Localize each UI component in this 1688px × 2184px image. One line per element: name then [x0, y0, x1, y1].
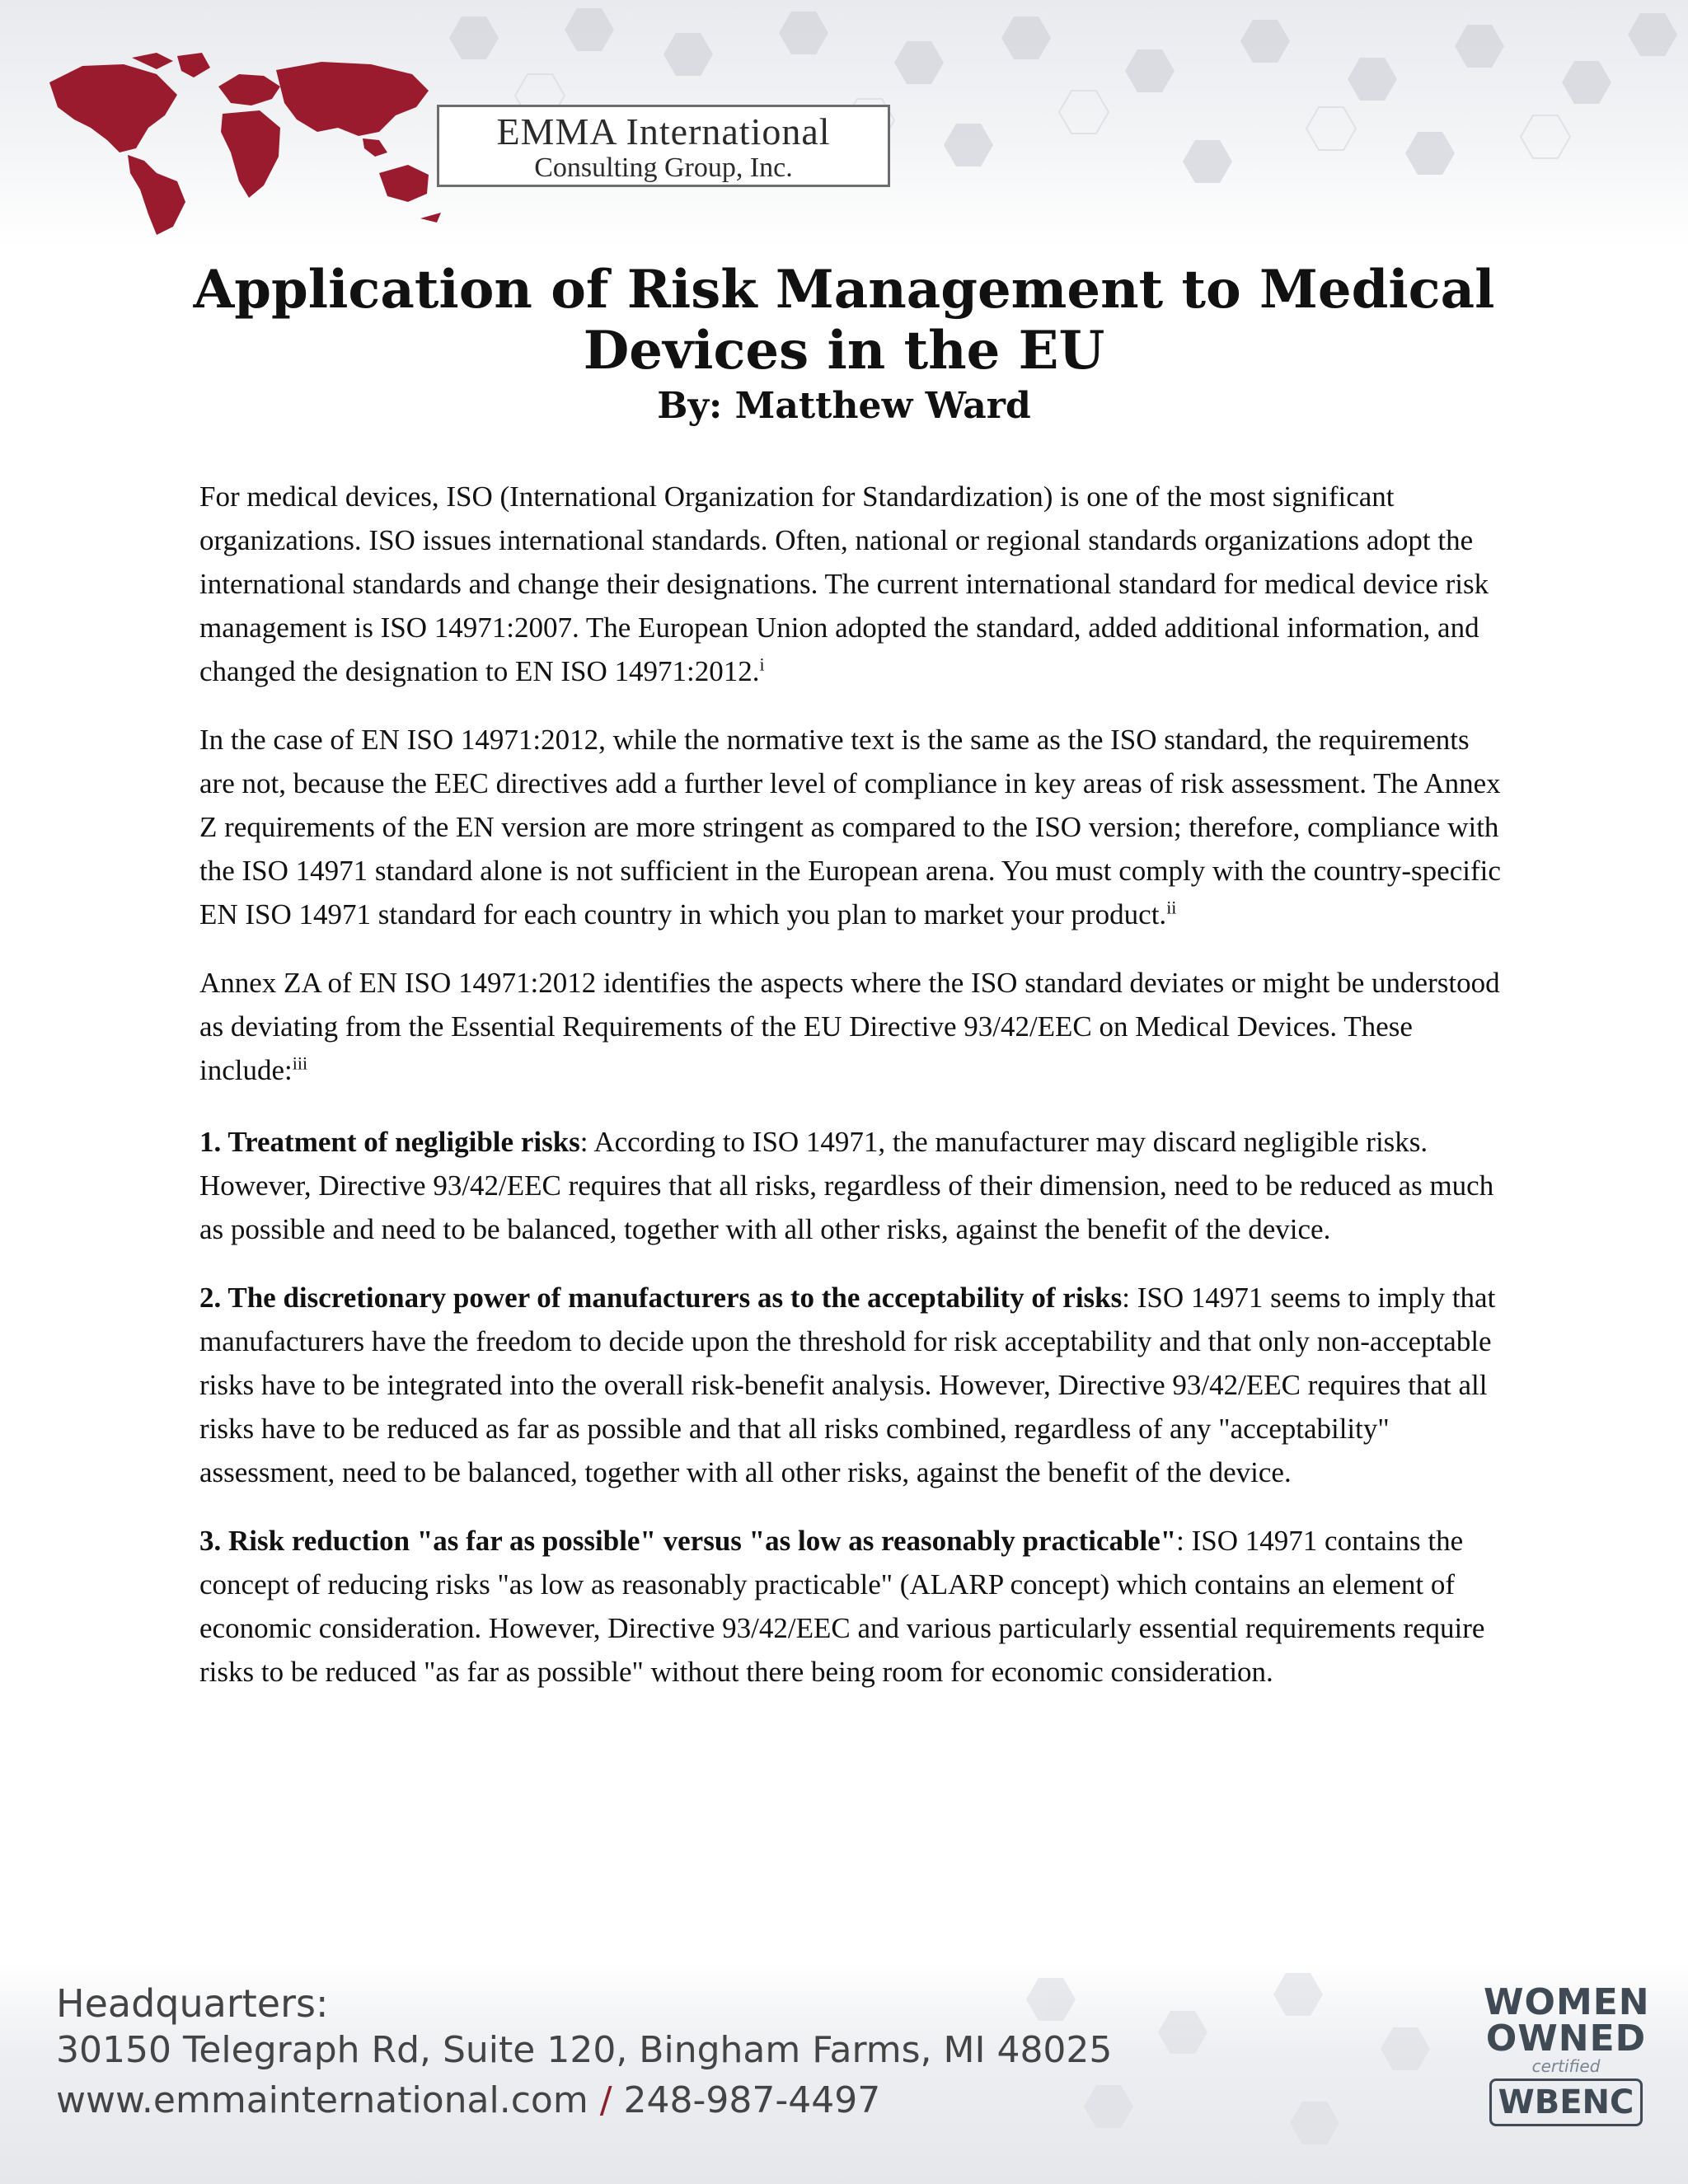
logo-company-name: EMMA International: [496, 110, 831, 152]
title-line-1: Application of Risk Management to Medical: [193, 259, 1495, 321]
company-logo: [437, 105, 890, 187]
document-title: [132, 260, 1556, 382]
list-item-text: : According to ISO 14971, the manufacturer may discard negligible risks. However, Directive 93/42/EEC requires that all risks, regardless of their dimension, need to be reduced as much as possible and need to be balanced, together with all other risks, against the benefit of the device.: [199, 1126, 1494, 1245]
badge-certified-text: certified: [1531, 2056, 1601, 2076]
paragraph-intro-text: For medical devices, ISO (International Organization for Standardization) is one of the most significant organizations. ISO issues international standards. Often, national or regional standards organizations adopt the international standards and change their designations. The current international standard for medical device risk management is ISO 14971:2007. The European Union adopted the standard, added additional information, and changed the designation to EN ISO 14971:2012.: [199, 480, 1489, 687]
list-item-text: : ISO 14971 seems to imply that manufacturers have the freedom to decide upon the threshold for risk acceptability and that only non-acceptable risks have to be integrated into the overall risk-benefit analysis. However, Directive 93/42/EEC requires that all risks have to be reduced as far as possible and that all risks combined, regardless of any "acceptability" assessment, need to be balanced, together with all other risks, against the benefit of the device.: [199, 1282, 1496, 1488]
headquarters-label: Headquarters:: [56, 1981, 329, 2026]
website-link[interactable]: www.emmainternational.com: [56, 2079, 588, 2121]
list-item-heading: 2. The discretionary power of manufacturers as to the acceptability of risks: [199, 1282, 1123, 1314]
paragraph-intro: [199, 475, 1502, 693]
endnote-ref-ii: ii: [1166, 897, 1177, 918]
list-item: [199, 1519, 1502, 1694]
contact-separator: /: [588, 2079, 624, 2121]
badge-owned-text: OWNED: [1485, 2018, 1647, 2060]
badge-wbenc-text: WBENC: [1489, 2079, 1643, 2126]
paragraph-annex-za-text: Annex ZA of EN ISO 14971:2012 identifies the aspects where the ISO standard deviates or might be understood as deviating from the Essential Requirements of the EU Directive 93/42/EEC on Medical Devices. These include:: [199, 967, 1500, 1086]
contact-line: [56, 2079, 880, 2121]
badge-women-text: WOMEN: [1484, 1981, 1650, 2023]
wbenc-badge: [1484, 1981, 1650, 2149]
logo-company-subtitle: Consulting Group, Inc.: [534, 152, 793, 183]
list-item: [199, 1276, 1502, 1494]
endnote-ref-iii: iii: [292, 1052, 308, 1074]
endnote-ref-i: i: [759, 654, 765, 675]
list-item: [199, 1120, 1502, 1251]
headquarters-address: 30150 Telegraph Rd, Suite 120, Bingham Farms, MI 48025: [56, 2029, 1113, 2071]
world-map-logo: [33, 49, 445, 239]
phone-number: 248-987-4497: [623, 2079, 881, 2121]
paragraph-en-iso-text: In the case of EN ISO 14971:2012, while the normative text is the same as the ISO standard, the requirements are not, because the EEC directives add a further level of compliance in key areas of risk assessment. The Annex Z requirements of the EN version are more stringent as compared to the ISO version; therefore, compliance with the ISO 14971 standard alone is not sufficient in the European arena. You must comply with the country-specific EN ISO 14971 standard for each country in which you plan to market your product.: [199, 724, 1501, 930]
list-item-heading: 3. Risk reduction "as far as possible" versus "as low as reasonably practicable": [199, 1525, 1177, 1557]
title-line-2: Devices in the EU: [583, 320, 1105, 382]
list-item-text: : ISO 14971 contains the concept of reducing risks "as low as reasonably practicable" (ALARP concept) which contains an element of economic consideration. However, Directive 93/42/EEC and various particularly essential requirements require risks to be reduced "as far as possible" without there being room for economic consideration.: [199, 1525, 1485, 1688]
author-byline: By: Matthew Ward: [657, 385, 1031, 427]
paragraph-en-iso: [199, 718, 1502, 936]
list-item-heading: 1. Treatment of negligible risks: [199, 1126, 580, 1158]
paragraph-annex-za: [199, 961, 1502, 1092]
document-body: [199, 475, 1502, 1718]
header-banner: [0, 0, 1688, 247]
